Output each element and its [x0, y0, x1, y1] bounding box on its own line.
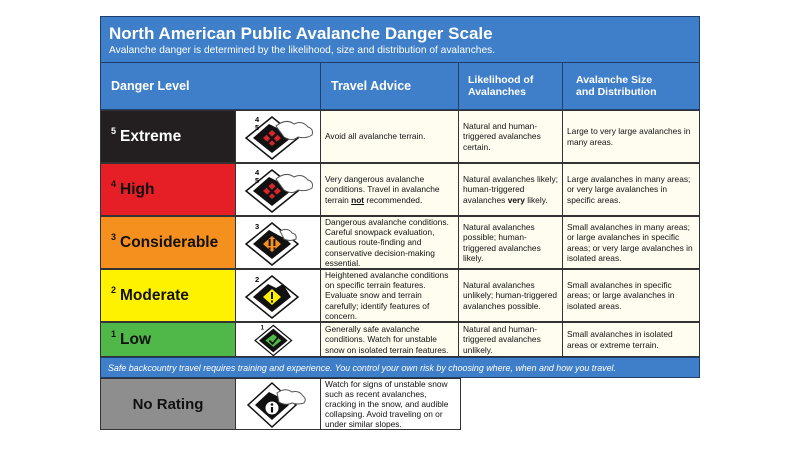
danger-level-swatch	[100, 216, 236, 269]
avalanche-danger-scale	[100, 16, 700, 430]
travel-advice-cell	[321, 269, 459, 322]
likelihood-cell	[459, 269, 563, 322]
danger-level-swatch	[100, 110, 236, 163]
danger-icon-cell	[236, 216, 321, 269]
travel-advice-text: Heightened avalanche conditions on specific terrain features. Evaluate snow and terrain carefully; identify features of concern.	[325, 270, 449, 321]
likelihood-text: Natural avalanches likely; human-triggered avalanches very likely.	[463, 174, 558, 205]
likelihood-cell	[459, 163, 563, 216]
danger-icon-cell	[236, 269, 321, 322]
size-distribution-cell	[563, 269, 700, 322]
travel-advice-cell	[321, 322, 459, 357]
icon-number-top: 4	[255, 168, 260, 177]
moderate-danger-icon	[236, 270, 321, 323]
column-header-travel-advice-label: Travel Advice	[331, 79, 412, 93]
icon-number: 3	[255, 222, 260, 231]
no-rating-info-icon	[236, 379, 321, 431]
no-rating-advice-cell	[321, 378, 461, 430]
likelihood-text: Natural and human-triggered avalanches certain.	[463, 121, 541, 152]
danger-level-name: Extreme	[120, 127, 182, 145]
column-header-size	[563, 62, 700, 110]
page-subtitle: Avalanche danger is determined by the likelihood, size and distribution of avalanches.	[109, 45, 496, 56]
size-distribution-cell	[563, 110, 700, 163]
size-distribution-text: Small avalanches in isolated areas or extreme terrain.	[567, 329, 673, 350]
travel-advice-cell	[321, 216, 459, 269]
icon-number-bottom: 5	[255, 176, 260, 185]
icon-number-top: 4	[255, 115, 260, 124]
column-header-travel-advice	[321, 62, 459, 110]
travel-advice-text: Avoid all avalanche terrain.	[325, 131, 426, 142]
column-header-size-line1: Avalanche Size	[576, 74, 653, 86]
column-header-size-line2: and Distribution	[576, 86, 657, 98]
page-title: North American Public Avalanche Danger Scale	[109, 24, 493, 43]
danger-level-number: 2	[111, 284, 117, 295]
danger-row-moderate	[100, 269, 700, 322]
size-distribution-cell	[563, 216, 700, 269]
size-distribution-cell	[563, 322, 700, 357]
low-danger-icon	[236, 323, 321, 357]
danger-level-number: 5	[111, 125, 117, 136]
danger-level-number: 1	[111, 328, 117, 339]
likelihood-text: Natural and human-triggered avalanches unlikely.	[463, 324, 541, 355]
icon-number-bottom: 5	[255, 123, 260, 132]
size-distribution-text: Large avalanches in many areas; or very large avalanches in specific areas.	[567, 174, 691, 205]
danger-row-extreme	[100, 110, 700, 163]
danger-level-name: Moderate	[120, 286, 189, 304]
column-header-danger-level	[100, 62, 321, 110]
icon-number: 2	[255, 275, 260, 284]
no-rating-name: No Rating	[132, 395, 204, 413]
danger-level-swatch	[100, 269, 236, 322]
danger-row-considerable	[100, 216, 700, 269]
danger-icon-cell	[236, 322, 321, 357]
danger-level-name: High	[120, 180, 155, 198]
likelihood-text: Natural avalanches possible; human-triggered avalanches likely.	[463, 222, 541, 263]
travel-advice-cell	[321, 110, 459, 163]
danger-level-name: Considerable	[120, 233, 219, 251]
danger-level-name: Low	[120, 330, 152, 348]
danger-icon-cell	[236, 110, 321, 163]
likelihood-text: Natural avalanches unlikely; human-triggered avalanches possible.	[463, 280, 558, 311]
size-distribution-cell	[563, 163, 700, 216]
travel-advice-cell	[321, 163, 459, 216]
size-distribution-text: Large to very large avalanches in many areas.	[567, 126, 691, 147]
size-distribution-text: Small avalanches in many areas; or large avalanches in specific areas; or very large avalanches in isolated areas.	[567, 222, 693, 263]
scale-header	[100, 16, 700, 62]
no-rating-advice-text: Watch for signs of unstable snow such as recent avalanches, cracking in the snow, and audible collapsing. Avoid traveling on or under similar slopes.	[325, 378, 449, 430]
column-header-danger-level-label: Danger Level	[111, 79, 190, 93]
no-rating-swatch	[100, 378, 236, 430]
considerable-danger-icon	[236, 217, 321, 270]
safety-footer-banner	[100, 357, 700, 378]
extreme-danger-icon	[236, 111, 321, 164]
danger-level-swatch	[100, 322, 236, 357]
danger-level-number: 4	[111, 178, 117, 189]
travel-advice-text: Dangerous avalanche conditions. Careful snowpack evaluation, cautious route-finding and conservative decision-making essential.	[325, 217, 449, 268]
size-distribution-text: Small avalanches in specific areas; or large avalanches in isolated areas.	[567, 280, 675, 311]
column-header-likelihood-line1: Likelihood of	[468, 74, 534, 86]
column-header-likelihood-line2: Avalanches	[468, 86, 526, 98]
danger-icon-cell	[236, 163, 321, 216]
likelihood-cell	[459, 322, 563, 357]
safety-footer-text: Safe backcountry travel requires training and experience. You control your own risk by choosing where, when and how you travel.	[108, 362, 616, 373]
no-rating-icon-cell	[236, 378, 321, 430]
danger-level-number: 3	[111, 231, 117, 242]
no-rating-row	[100, 378, 461, 430]
danger-level-swatch	[100, 163, 236, 216]
danger-row-high	[100, 163, 700, 216]
icon-number: 1	[260, 325, 264, 332]
likelihood-cell	[459, 110, 563, 163]
high-danger-icon	[236, 164, 321, 217]
column-header-likelihood	[459, 62, 563, 110]
travel-advice-text: Generally safe avalanche conditions. Watch for unstable snow on isolated terrain features.	[325, 324, 449, 355]
likelihood-cell	[459, 216, 563, 269]
travel-advice-text: Very dangerous avalanche conditions. Travel in avalanche terrain not recommended.	[325, 174, 440, 205]
